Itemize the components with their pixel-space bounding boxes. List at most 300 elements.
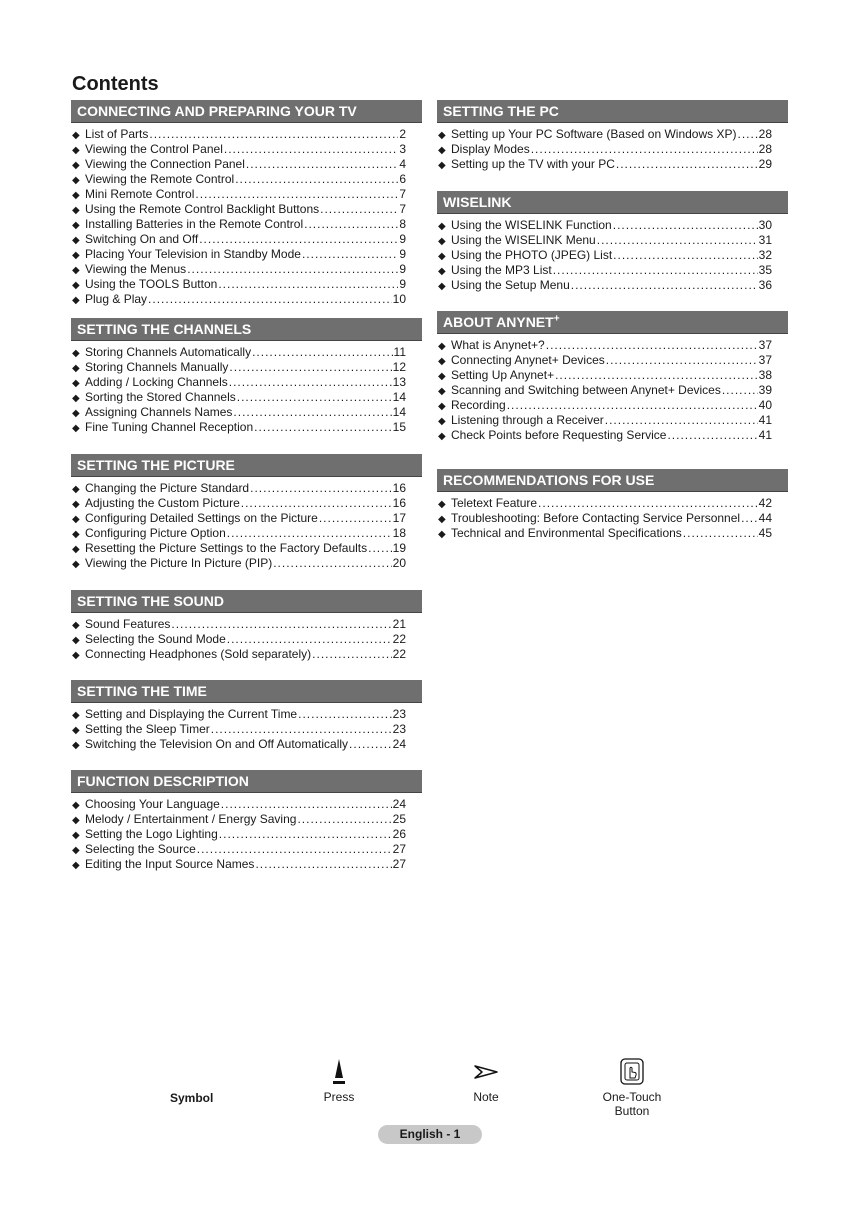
toc-section [437, 191, 788, 293]
diamond-bullet-icon: ◆ [72, 160, 80, 171]
toc-entry-title: Using the Setup Menu [451, 278, 570, 292]
section-header-label: SETTING THE SOUND [77, 593, 225, 609]
toc-entry [71, 420, 406, 435]
press-icon [331, 1058, 347, 1086]
diamond-bullet-icon: ◆ [72, 740, 80, 751]
symbol-legend [0, 1058, 859, 1118]
one-touch-symbol [596, 1058, 668, 1118]
toc-section [437, 311, 788, 443]
dot-leader [199, 232, 398, 247]
diamond-bullet-icon: ◆ [72, 635, 80, 646]
diamond-bullet-icon: ◆ [72, 190, 80, 201]
toc-entry [437, 233, 772, 248]
toc-entry-title: Using the Remote Control Backlight Buttons [85, 202, 320, 216]
diamond-bullet-icon: ◆ [72, 710, 80, 721]
toc-entry-page: 40 [758, 398, 772, 412]
diamond-bullet-icon: ◆ [438, 251, 446, 262]
toc-list [437, 338, 788, 443]
toc-entry-title: Plug & Play [85, 292, 148, 306]
toc-section [437, 100, 788, 172]
dot-leader [507, 398, 758, 413]
toc-entry-page: 42 [758, 496, 772, 510]
toc-entry-page: 45 [758, 526, 772, 540]
toc-entry-page: 14 [392, 405, 406, 419]
toc-entry [437, 428, 772, 443]
note-arrow-icon [473, 1058, 499, 1086]
toc-entry-title: Selecting the Sound Mode [85, 632, 226, 646]
section-header [71, 680, 422, 703]
toc-section [437, 469, 788, 541]
toc-list [71, 797, 422, 872]
toc-entry-title: Using the WISELINK Function [451, 218, 612, 232]
dot-leader [319, 511, 392, 526]
dot-leader [197, 842, 392, 857]
toc-entry [71, 345, 406, 360]
dot-leader [613, 218, 758, 233]
dot-leader [187, 262, 398, 277]
diamond-bullet-icon: ◆ [438, 221, 446, 232]
section-header-superscript: + [553, 313, 560, 325]
toc-entry-title: List of Parts [85, 127, 149, 141]
section-header-label: SETTING THE PICTURE [77, 457, 235, 473]
note-symbol [463, 1058, 509, 1104]
toc-entry-page: 10 [392, 292, 406, 306]
toc-entry [71, 217, 406, 232]
dot-leader [219, 827, 392, 842]
toc-entry-page: 14 [392, 390, 406, 404]
toc-list [437, 496, 788, 541]
dot-leader [211, 722, 392, 737]
dot-leader [235, 172, 398, 187]
toc-entry-title: Mini Remote Control [85, 187, 195, 201]
toc-entry-page: 18 [392, 526, 406, 540]
toc-entry-title: Choosing Your Language [85, 797, 220, 811]
toc-entry [71, 556, 406, 571]
toc-entry-page: 2 [399, 127, 406, 141]
toc-entry-page: 36 [758, 278, 772, 292]
dot-leader [195, 187, 398, 202]
toc-list [71, 707, 422, 752]
toc-entry-page: 3 [399, 142, 406, 156]
press-symbol [318, 1058, 360, 1104]
diamond-bullet-icon: ◆ [438, 529, 446, 540]
diamond-bullet-icon: ◆ [72, 235, 80, 246]
toc-entry-page: 19 [392, 541, 406, 555]
diamond-bullet-icon: ◆ [438, 371, 446, 382]
dot-leader [224, 142, 398, 157]
toc-entry-page: 11 [393, 345, 406, 359]
dot-leader [241, 496, 392, 511]
toc-entry-title: Setting up Your PC Software (Based on Windows XP) [451, 127, 737, 141]
toc-entry-page: 35 [758, 263, 772, 277]
toc-list [71, 481, 422, 571]
toc-entry [71, 707, 406, 722]
diamond-bullet-icon: ◆ [72, 860, 80, 871]
diamond-bullet-icon: ◆ [72, 175, 80, 186]
toc-entry-page: 4 [399, 157, 406, 171]
toc-entry-title: Setting and Displaying the Current Time [85, 707, 298, 721]
toc-entry-title: Sorting the Stored Channels [85, 390, 236, 404]
toc-entry-page: 37 [758, 353, 772, 367]
section-header [437, 100, 788, 123]
dot-leader [368, 541, 392, 556]
diamond-bullet-icon: ◆ [72, 830, 80, 841]
toc-entry-page: 9 [399, 262, 406, 276]
toc-entry-title: Setting up the TV with your PC [451, 157, 615, 171]
toc-entry-page: 41 [758, 413, 772, 427]
toc-entry-title: Troubleshooting: Before Contacting Service Personnel [451, 511, 741, 525]
toc-entry [437, 496, 772, 511]
toc-entry [71, 127, 406, 142]
toc-entry [71, 737, 406, 752]
diamond-bullet-icon: ◆ [72, 484, 80, 495]
diamond-bullet-icon: ◆ [72, 620, 80, 631]
toc-entry [437, 263, 772, 278]
dot-leader [252, 345, 392, 360]
contents-left-column [71, 100, 422, 872]
dot-leader [546, 338, 758, 353]
toc-entry-page: 44 [758, 511, 772, 525]
toc-entry [437, 526, 772, 541]
press-label: Press [323, 1090, 355, 1104]
diamond-bullet-icon: ◆ [72, 205, 80, 216]
toc-entry-title: Connecting Anynet+ Devices [451, 353, 605, 367]
diamond-bullet-icon: ◆ [438, 236, 446, 247]
toc-entry-title: Setting the Sleep Timer [85, 722, 210, 736]
section-header-label: ABOUT ANYNET [443, 314, 554, 330]
diamond-bullet-icon: ◆ [72, 348, 80, 359]
diamond-bullet-icon: ◆ [438, 356, 446, 367]
toc-entry-page: 24 [392, 737, 406, 751]
diamond-bullet-icon: ◆ [72, 130, 80, 141]
toc-entry [71, 541, 406, 556]
toc-entry-title: Changing the Picture Standard [85, 481, 250, 495]
section-header [437, 191, 788, 214]
toc-entry-page: 37 [758, 338, 772, 352]
note-label: Note [473, 1090, 499, 1104]
dot-leader [250, 481, 392, 496]
toc-entry-title: Listening through a Receiver [451, 413, 604, 427]
diamond-bullet-icon: ◆ [72, 265, 80, 276]
toc-section [71, 454, 422, 571]
diamond-bullet-icon: ◆ [438, 160, 446, 171]
section-header [437, 469, 788, 492]
toc-entry [71, 247, 406, 262]
toc-entry [71, 481, 406, 496]
section-header-label: CONNECTING AND PREPARING YOUR TV [77, 103, 357, 119]
toc-entry-page: 7 [399, 187, 406, 201]
section-header-label: RECOMMENDATIONS FOR USE [443, 472, 655, 488]
toc-section [71, 770, 422, 872]
toc-entry-page: 27 [392, 842, 406, 856]
toc-entry-page: 7 [399, 202, 406, 216]
toc-entry [71, 496, 406, 511]
toc-entry [71, 375, 406, 390]
toc-entry-page: 28 [758, 142, 772, 156]
section-header [71, 318, 422, 341]
toc-entry [437, 511, 772, 526]
toc-entry [71, 157, 406, 172]
toc-entry-title: Storing Channels Manually [85, 360, 229, 374]
section-header-label: SETTING THE CHANNELS [77, 321, 252, 337]
toc-entry-title: Configuring Detailed Settings on the Picture [85, 511, 318, 525]
toc-entry-title: Setting the Logo Lighting [85, 827, 218, 841]
dot-leader [606, 353, 758, 368]
toc-entry-page: 9 [399, 277, 406, 291]
toc-entry [71, 511, 406, 526]
toc-entry-page: 20 [392, 556, 406, 570]
toc-entry [71, 232, 406, 247]
diamond-bullet-icon: ◆ [72, 378, 80, 389]
dot-leader [320, 202, 398, 217]
toc-entry-page: 26 [392, 827, 406, 841]
diamond-bullet-icon: ◆ [72, 650, 80, 661]
dot-leader [571, 278, 758, 293]
section-header-label: SETTING THE PC [443, 103, 559, 119]
diamond-bullet-icon: ◆ [438, 281, 446, 292]
toc-entry-title: Scanning and Switching between Anynet+ Devices [451, 383, 721, 397]
toc-entry-page: 21 [392, 617, 406, 631]
diamond-bullet-icon: ◆ [72, 499, 80, 510]
diamond-bullet-icon: ◆ [438, 401, 446, 412]
toc-entry [437, 383, 772, 398]
toc-entry [437, 353, 772, 368]
dot-leader [683, 526, 758, 541]
toc-entry-title: What is Anynet+? [451, 338, 545, 352]
toc-entry-page: 25 [392, 812, 406, 826]
diamond-bullet-icon: ◆ [438, 499, 446, 510]
diamond-bullet-icon: ◆ [438, 514, 446, 525]
diamond-bullet-icon: ◆ [438, 416, 446, 427]
toc-entry-title: Adjusting the Custom Picture [85, 496, 240, 510]
toc-entry-title: Viewing the Connection Panel [85, 157, 245, 171]
toc-entry-title: Using the PHOTO (JPEG) List [451, 248, 613, 262]
dot-leader [229, 375, 392, 390]
diamond-bullet-icon: ◆ [72, 800, 80, 811]
section-header [71, 770, 422, 793]
toc-entry-title: Setting Up Anynet+ [451, 368, 555, 382]
dot-leader [298, 707, 392, 722]
toc-entry-title: Configuring Picture Option [85, 526, 226, 540]
section-header [71, 100, 422, 123]
toc-entry-title: Viewing the Remote Control [85, 172, 235, 186]
toc-entry-page: 12 [392, 360, 406, 374]
toc-entry-page: 24 [392, 797, 406, 811]
dot-leader [171, 617, 391, 632]
toc-entry [71, 360, 406, 375]
toc-entry-page: 38 [758, 368, 772, 382]
dot-leader [254, 420, 392, 435]
symbol-legend-title: Symbol [170, 1091, 214, 1105]
toc-entry-title: Display Modes [451, 142, 530, 156]
toc-entry-title: Using the TOOLS Button [85, 277, 218, 291]
toc-list [71, 127, 422, 307]
one-touch-label-line2: Button [614, 1104, 650, 1118]
diamond-bullet-icon: ◆ [72, 408, 80, 419]
dot-leader [273, 556, 391, 571]
section-header-label: WISELINK [443, 194, 512, 210]
toc-entry [71, 277, 406, 292]
diamond-bullet-icon: ◆ [72, 725, 80, 736]
toc-entry [437, 127, 772, 142]
diamond-bullet-icon: ◆ [438, 145, 446, 156]
toc-entry-page: 23 [392, 722, 406, 736]
toc-entry-title: Switching On and Off [85, 232, 199, 246]
diamond-bullet-icon: ◆ [72, 815, 80, 826]
dot-leader [218, 277, 398, 292]
toc-entry-page: 16 [392, 481, 406, 495]
diamond-bullet-icon: ◆ [438, 431, 446, 442]
toc-entry-title: Fine Tuning Channel Reception [85, 420, 254, 434]
toc-list [437, 218, 788, 293]
toc-entry-title: Viewing the Control Panel [85, 142, 223, 156]
toc-entry-title: Recording [451, 398, 506, 412]
toc-entry [71, 390, 406, 405]
dot-leader [149, 127, 398, 142]
toc-entry-title: Viewing the Menus [85, 262, 187, 276]
toc-entry [437, 413, 772, 428]
section-header-label: SETTING THE TIME [77, 683, 207, 699]
dot-leader [597, 233, 758, 248]
toc-entry [437, 248, 772, 263]
toc-entry-page: 9 [399, 232, 406, 246]
dot-leader [227, 526, 392, 541]
toc-entry [437, 278, 772, 293]
dot-leader [613, 248, 757, 263]
toc-entry [71, 722, 406, 737]
toc-entry-title: Placing Your Television in Standby Mode [85, 247, 301, 261]
toc-entry-title: Switching the Television On and Off Automatically [85, 737, 349, 751]
dot-leader [667, 428, 757, 443]
one-touch-button-icon [619, 1058, 645, 1086]
diamond-bullet-icon: ◆ [438, 341, 446, 352]
dot-leader [227, 632, 392, 647]
diamond-bullet-icon: ◆ [72, 220, 80, 231]
toc-entry-title: Teletext Feature [451, 496, 538, 510]
dot-leader [312, 647, 391, 662]
toc-entry [71, 187, 406, 202]
dot-leader [349, 737, 392, 752]
dot-leader [538, 496, 758, 511]
toc-section [71, 318, 422, 435]
toc-list [71, 345, 422, 435]
dot-leader [553, 263, 758, 278]
toc-entry-title: Technical and Environmental Specifications [451, 526, 682, 540]
toc-entry-title: Adding / Locking Channels [85, 375, 228, 389]
diamond-bullet-icon: ◆ [72, 559, 80, 570]
toc-entry-page: 29 [758, 157, 772, 171]
toc-entry-page: 31 [758, 233, 772, 247]
toc-entry [437, 157, 772, 172]
dot-leader [148, 292, 392, 307]
toc-entry-page: 28 [758, 127, 772, 141]
toc-entry-page: 22 [392, 647, 406, 661]
contents-right-column [437, 100, 788, 541]
dot-leader [741, 511, 758, 526]
toc-entry [71, 202, 406, 217]
diamond-bullet-icon: ◆ [72, 250, 80, 261]
dot-leader [738, 127, 758, 142]
toc-entry-title: Storing Channels Automatically [85, 345, 252, 359]
diamond-bullet-icon: ◆ [72, 845, 80, 856]
toc-entry-page: 15 [392, 420, 406, 434]
page-number-badge: English - 1 [378, 1125, 482, 1144]
toc-section [71, 680, 422, 752]
toc-entry [71, 526, 406, 541]
toc-entry [71, 797, 406, 812]
dot-leader [246, 157, 398, 172]
toc-entry-title: Connecting Headphones (Sold separately) [85, 647, 312, 661]
toc-entry-page: 6 [399, 172, 406, 186]
toc-entry-title: Check Points before Requesting Service [451, 428, 667, 442]
toc-entry-page: 16 [392, 496, 406, 510]
section-header [71, 454, 422, 477]
toc-entry-title: Using the MP3 List [451, 263, 552, 277]
toc-entry-title: Selecting the Source [85, 842, 196, 856]
toc-entry [71, 405, 406, 420]
toc-section [71, 590, 422, 662]
toc-entry [437, 142, 772, 157]
toc-entry [71, 812, 406, 827]
diamond-bullet-icon: ◆ [438, 130, 446, 141]
toc-entry [71, 292, 406, 307]
toc-entry [437, 368, 772, 383]
dot-leader [229, 360, 391, 375]
section-header [71, 590, 422, 613]
toc-entry-title: Assigning Channels Names [85, 405, 233, 419]
diamond-bullet-icon: ◆ [72, 423, 80, 434]
toc-entry [71, 262, 406, 277]
toc-entry-page: 9 [399, 247, 406, 261]
toc-entry-page: 41 [758, 428, 772, 442]
toc-entry-page: 17 [392, 511, 406, 525]
toc-entry-title: Sound Features [85, 617, 171, 631]
toc-list [437, 127, 788, 172]
toc-entry-page: 32 [758, 248, 772, 262]
toc-entry [71, 172, 406, 187]
diamond-bullet-icon: ◆ [72, 280, 80, 291]
toc-entry-title: Installing Batteries in the Remote Control [85, 217, 304, 231]
toc-entry [71, 142, 406, 157]
dot-leader [302, 247, 398, 262]
toc-list [71, 617, 422, 662]
section-header-label: FUNCTION DESCRIPTION [77, 773, 249, 789]
diamond-bullet-icon: ◆ [72, 514, 80, 525]
dot-leader [531, 142, 758, 157]
toc-entry-title: Resetting the Picture Settings to the Factory Defaults [85, 541, 368, 555]
page-title: Contents [72, 73, 159, 95]
toc-entry-title: Using the WISELINK Menu [451, 233, 596, 247]
toc-entry [71, 842, 406, 857]
dot-leader [255, 857, 391, 872]
toc-entry [437, 338, 772, 353]
diamond-bullet-icon: ◆ [438, 386, 446, 397]
toc-entry-page: 27 [392, 857, 406, 871]
toc-entry [71, 827, 406, 842]
toc-entry [437, 398, 772, 413]
one-touch-label-line1: One-Touch [602, 1090, 662, 1104]
toc-entry-title: Viewing the Picture In Picture (PIP) [85, 556, 273, 570]
dot-leader [605, 413, 758, 428]
diamond-bullet-icon: ◆ [72, 145, 80, 156]
toc-entry-page: 39 [758, 383, 772, 397]
dot-leader [722, 383, 758, 398]
dot-leader [221, 797, 392, 812]
diamond-bullet-icon: ◆ [72, 363, 80, 374]
diamond-bullet-icon: ◆ [72, 295, 80, 306]
toc-entry-title: Editing the Input Source Names [85, 857, 255, 871]
diamond-bullet-icon: ◆ [438, 266, 446, 277]
